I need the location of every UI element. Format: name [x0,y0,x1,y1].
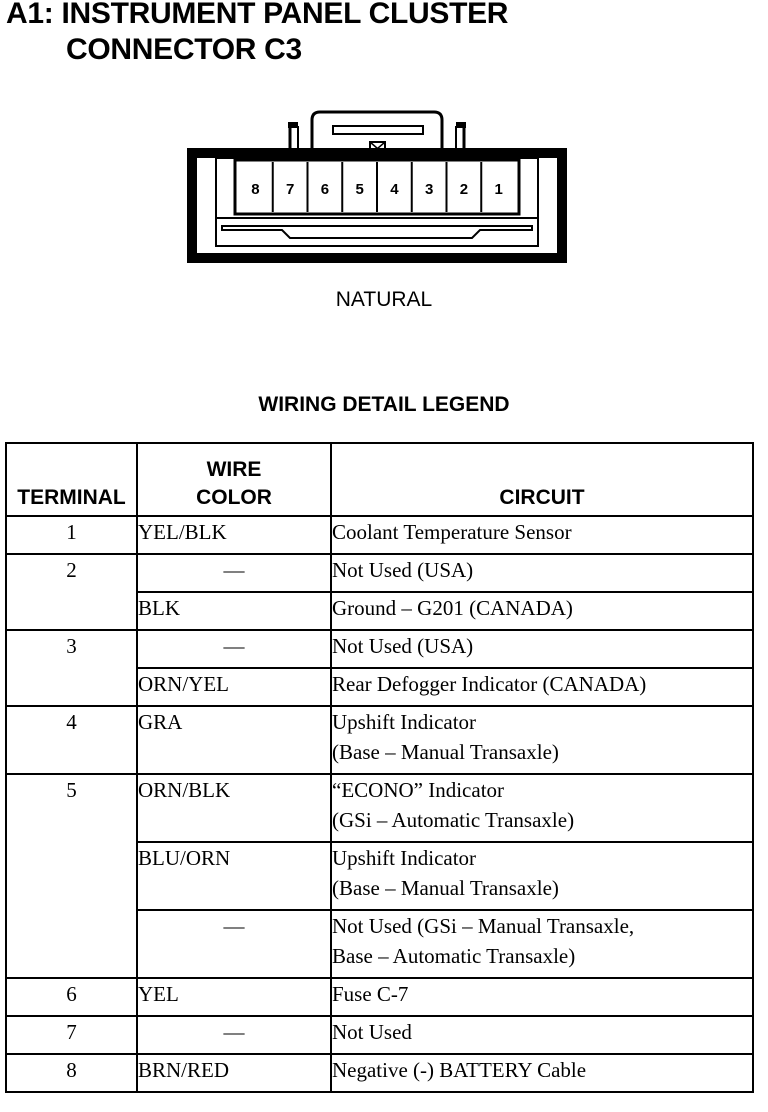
circuit-cell [331,978,753,1016]
cavity-number: 3 [424,181,434,198]
title-line-2: CONNECTOR C3 [66,33,302,66]
circuit-cell [331,842,753,910]
wire-color-cell: — [137,630,331,668]
wire-color-cell: YEL/BLK [137,516,331,554]
header-terminal: TERMINAL [6,443,137,516]
wire-color-cell: — [137,1016,331,1054]
connector-rail [216,218,538,246]
wire-color-cell: — [137,554,331,592]
table-row [6,1016,753,1054]
page-title [6,0,508,68]
circuit-text: Not Used (GSi – Manual Transaxle, [332,914,635,938]
table-row [6,630,753,668]
table-row [6,1054,753,1092]
circuit-cell [331,516,753,554]
circuit-text: (Base – Manual Transaxle) [332,876,559,900]
circuit-cell [331,910,753,978]
terminal-cell: 7 [6,1016,137,1054]
cavity-number: 7 [285,181,295,198]
cavity-number: 8 [251,181,260,198]
connector-color-label: NATURAL [335,288,433,311]
table-row [6,516,753,554]
circuit-cell [331,774,753,842]
terminal-cell: 1 [6,516,137,554]
wire-color-cell: BLU/ORN [137,842,331,910]
circuit-text: Not Used [332,1020,412,1044]
circuit-cell [331,554,753,592]
cavity-number: 6 [320,181,330,198]
header-circuit: CIRCUIT [331,443,753,516]
table-body [6,516,753,1092]
circuit-text: Upshift Indicator [332,846,477,870]
circuit-text: Negative (-) BATTERY Cable [332,1058,587,1082]
circuit-cell [331,1054,753,1092]
cavity-number: 1 [494,181,503,198]
terminal-cell: 4 [6,706,137,774]
circuit-text: (Base – Manual Transaxle) [332,740,559,764]
table-row [6,554,753,592]
cavity-number: 5 [355,181,364,198]
circuit-text: Not Used (USA) [332,558,474,582]
cavity-number: 2 [459,181,469,198]
wire-color-cell: BLK [137,592,331,630]
wire-color-cell: GRA [137,706,331,774]
circuit-cell [331,706,753,774]
legend-title: WIRING DETAIL LEGEND [258,393,510,416]
terminal-cell: 5 [6,774,137,978]
circuit-cell [331,592,753,630]
circuit-text: Coolant Temperature Sensor [332,520,572,544]
wire-color-cell: ORN/BLK [137,774,331,842]
circuit-text: Rear Defogger Indicator (CANADA) [332,672,647,696]
connector-diagram [0,105,768,270]
wire-color-cell: BRN/RED [137,1054,331,1092]
circuit-text: Not Used (USA) [332,634,474,658]
circuit-text: (GSi – Automatic Transaxle) [332,808,575,832]
circuit-cell [331,1016,753,1054]
terminal-cell: 8 [6,1054,137,1092]
wire-color-cell: ORN/YEL [137,668,331,706]
wiring-detail-table [5,442,754,1093]
circuit-cell [331,630,753,668]
wire-color-cell: YEL [137,978,331,1016]
circuit-text: Fuse C-7 [332,982,409,1006]
circuit-cell [331,668,753,706]
table-row [6,706,753,774]
circuit-text: Base – Automatic Transaxle) [332,944,576,968]
table-row [6,978,753,1016]
header-wire-color: WIRE COLOR [137,443,331,516]
table-header-row [6,443,753,516]
wire-color-cell: — [137,910,331,978]
terminal-cell: 6 [6,978,137,1016]
circuit-text: Upshift Indicator [332,710,477,734]
terminal-cell: 2 [6,554,137,630]
terminal-cell: 3 [6,630,137,706]
title-line-1: A1: INSTRUMENT PANEL CLUSTER [6,0,509,30]
table-row [6,774,753,842]
cavity-number: 4 [390,181,399,198]
circuit-text: Ground – G201 (CANADA) [332,596,573,620]
circuit-text: “ECONO” Indicator [332,778,505,802]
